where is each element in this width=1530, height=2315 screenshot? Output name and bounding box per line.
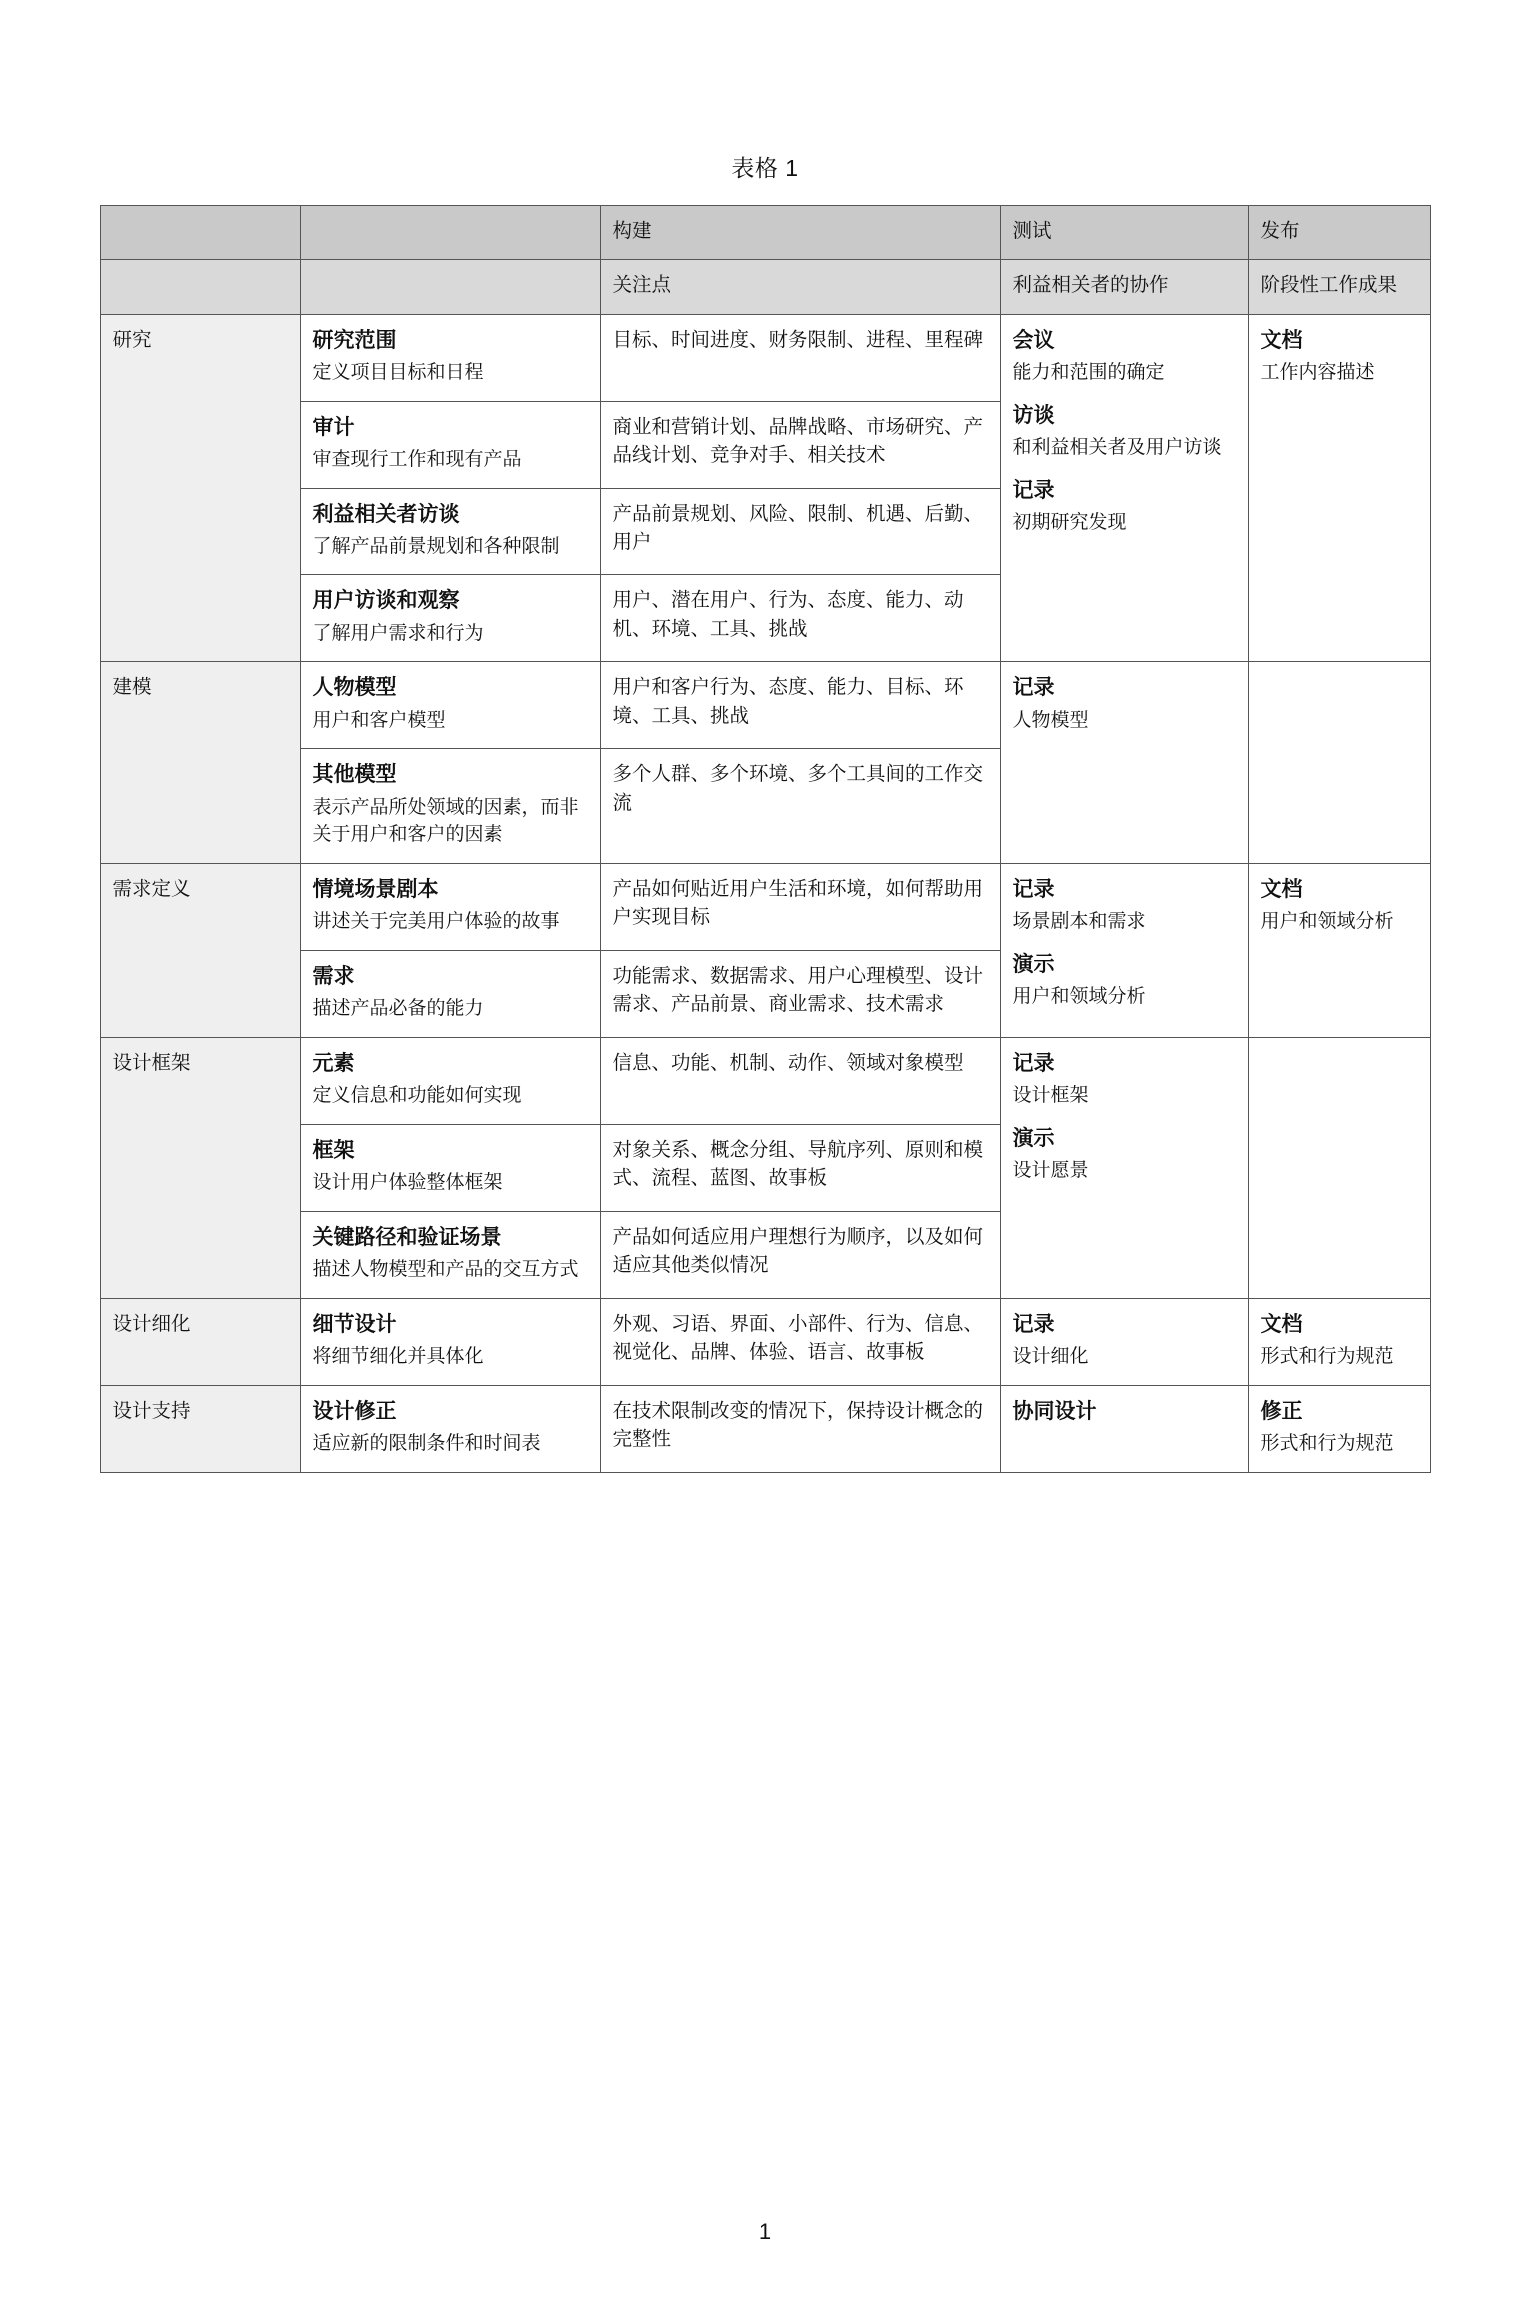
collaboration-title: 记录 (1012, 877, 1055, 901)
collaboration-group (1013, 1124, 1236, 1185)
collaboration-title: 记录 (1012, 1312, 1055, 1336)
focus-cell: 产品前景规划、风险、限制、机遇、后勤、用户 (600, 488, 1000, 575)
table-header-row (100, 206, 1430, 260)
page-title: 表格 1 (731, 155, 799, 181)
collaboration-group (1013, 673, 1236, 734)
activity-desc: 设计用户体验整体框架 (312, 1172, 503, 1194)
activity-cell (300, 1298, 600, 1385)
activity-name: 元素 (312, 1051, 355, 1075)
collaboration-desc: 设计愿景 (1012, 1160, 1089, 1182)
output-group (1261, 1310, 1418, 1371)
subheader-blank-1 (100, 260, 300, 314)
activity-name: 细节设计 (312, 1312, 397, 1336)
activity-name: 关键路径和验证场景 (312, 1225, 502, 1249)
output-desc: 形式和行为规范 (1260, 1433, 1394, 1455)
output-group (1261, 875, 1418, 936)
phase-cell: 设计细化 (100, 1298, 300, 1385)
collaboration-title: 演示 (1012, 1126, 1055, 1150)
activity-name: 用户访谈和观察 (312, 589, 460, 613)
activity-desc: 讲述关于完美用户体验的故事 (312, 911, 560, 933)
activity-cell (300, 314, 600, 401)
activity-cell (300, 950, 600, 1037)
activity-desc: 描述产品必备的能力 (312, 998, 484, 1020)
collaboration-group (1013, 1049, 1236, 1110)
activity-desc: 了解产品前景规划和各种限制 (312, 535, 560, 557)
collaboration-title: 协同设计 (1012, 1399, 1097, 1423)
activity-name: 框架 (312, 1138, 355, 1162)
activity-cell (300, 863, 600, 950)
activity-desc: 表示产品所处领域的因素，而非关于用户和客户的因素 (312, 796, 579, 846)
activity-cell (300, 575, 600, 662)
table-row (100, 1298, 1430, 1385)
collaboration-desc: 用户和领域分析 (1012, 986, 1146, 1008)
focus-cell: 用户、潜在用户、行为、态度、能力、动机、环境、工具、挑战 (600, 575, 1000, 662)
activity-desc: 定义信息和功能如何实现 (312, 1085, 522, 1107)
phase-cell: 建模 (100, 662, 300, 864)
table-row (100, 1037, 1430, 1124)
phase-cell: 设计支持 (100, 1385, 300, 1472)
collaboration-cell (1000, 1385, 1248, 1472)
collaboration-desc: 场景剧本和需求 (1012, 911, 1146, 933)
activity-cell (300, 1211, 600, 1298)
activity-desc: 适应新的限制条件和时间表 (312, 1433, 541, 1455)
collaboration-title: 记录 (1012, 676, 1055, 700)
focus-cell: 多个人群、多个环境、多个工具间的工作交流 (600, 749, 1000, 864)
activity-cell (300, 488, 600, 575)
collaboration-group (1013, 326, 1236, 387)
phase-cell: 设计框架 (100, 1037, 300, 1298)
output-title: 文档 (1260, 1312, 1303, 1336)
header-release: 发布 (1248, 206, 1430, 260)
table-row (100, 1385, 1430, 1472)
subheader-blank-2 (300, 260, 600, 314)
subheader-collaboration: 利益相关者的协作 (1000, 260, 1248, 314)
activity-name: 其他模型 (312, 763, 397, 787)
collaboration-group (1013, 401, 1236, 462)
output-cell (1248, 1298, 1430, 1385)
focus-cell: 目标、时间进度、财务限制、进程、里程碑 (600, 314, 1000, 401)
table-row (100, 314, 1430, 401)
output-cell (1248, 1037, 1430, 1298)
activity-desc: 将细节细化并具体化 (312, 1346, 484, 1368)
output-title: 文档 (1260, 328, 1303, 352)
collaboration-group (1013, 476, 1236, 537)
activity-name: 利益相关者访谈 (312, 502, 460, 526)
focus-cell: 用户和客户行为、态度、能力、目标、环境、工具、挑战 (600, 662, 1000, 749)
collaboration-title: 演示 (1012, 952, 1055, 976)
output-desc: 形式和行为规范 (1260, 1346, 1394, 1368)
collaboration-cell (1000, 1298, 1248, 1385)
output-title: 文档 (1260, 877, 1303, 901)
output-cell (1248, 314, 1430, 662)
collaboration-title: 会议 (1012, 328, 1055, 352)
activity-name: 情境场景剧本 (312, 877, 439, 901)
activity-name: 审计 (312, 415, 355, 439)
subheader-focus: 关注点 (600, 260, 1000, 314)
collaboration-desc: 能力和范围的确定 (1012, 361, 1165, 383)
phase-cell: 需求定义 (100, 863, 300, 1037)
design-process-table (100, 205, 1431, 1473)
subheader-output: 阶段性工作成果 (1248, 260, 1430, 314)
header-test: 测试 (1000, 206, 1248, 260)
collaboration-title: 访谈 (1012, 403, 1055, 427)
output-cell (1248, 863, 1430, 1037)
collaboration-desc: 人物模型 (1012, 709, 1089, 731)
focus-cell: 信息、功能、机制、动作、领域对象模型 (600, 1037, 1000, 1124)
activity-desc: 用户和客户模型 (312, 709, 446, 731)
focus-cell: 商业和营销计划、品牌战略、市场研究、产品线计划、竞争对手、相关技术 (600, 401, 1000, 488)
output-cell (1248, 662, 1430, 864)
collaboration-group (1013, 950, 1236, 1011)
collaboration-cell (1000, 314, 1248, 662)
collaboration-desc: 初期研究发现 (1012, 511, 1127, 533)
page-number: 1 (758, 2219, 772, 2244)
activity-name: 设计修正 (312, 1399, 397, 1423)
phase-cell: 研究 (100, 314, 300, 662)
focus-cell: 产品如何贴近用户生活和环境，如何帮助用户实现目标 (600, 863, 1000, 950)
collaboration-desc: 设计细化 (1012, 1346, 1089, 1368)
activity-cell (300, 662, 600, 749)
collaboration-cell (1000, 662, 1248, 864)
header-build: 构建 (600, 206, 1000, 260)
collaboration-title: 记录 (1012, 478, 1055, 502)
activity-desc: 描述人物模型和产品的交互方式 (312, 1259, 579, 1281)
collaboration-cell (1000, 863, 1248, 1037)
focus-cell: 外观、习语、界面、小部件、行为、信息、视觉化、品牌、体验、语言、故事板 (600, 1298, 1000, 1385)
focus-cell: 功能需求、数据需求、用户心理模型、设计需求、产品前景、商业需求、技术需求 (600, 950, 1000, 1037)
focus-cell: 在技术限制改变的情况下，保持设计概念的完整性 (600, 1385, 1000, 1472)
collaboration-desc: 设计框架 (1012, 1085, 1089, 1107)
collaboration-desc: 和利益相关者及用户访谈 (1012, 436, 1222, 458)
output-group (1261, 1397, 1418, 1458)
table-subheader-row (100, 260, 1430, 314)
table-row (100, 662, 1430, 749)
collaboration-group (1013, 1310, 1236, 1371)
collaboration-cell (1000, 1037, 1248, 1298)
table-row (100, 863, 1430, 950)
output-desc: 用户和领域分析 (1260, 911, 1394, 933)
output-title: 修正 (1260, 1399, 1303, 1423)
header-blank-2 (300, 206, 600, 260)
output-cell (1248, 1385, 1430, 1472)
activity-cell (300, 1385, 600, 1472)
activity-name: 需求 (312, 964, 355, 988)
activity-cell (300, 1124, 600, 1211)
focus-cell: 产品如何适应用户理想行为顺序，以及如何适应其他类似情况 (600, 1211, 1000, 1298)
focus-cell: 对象关系、概念分组、导航序列、原则和模式、流程、蓝图、故事板 (600, 1124, 1000, 1211)
activity-name: 研究范围 (312, 328, 397, 352)
output-desc: 工作内容描述 (1260, 361, 1375, 383)
collaboration-group (1013, 875, 1236, 936)
activity-name: 人物模型 (312, 676, 397, 700)
activity-cell (300, 1037, 600, 1124)
activity-desc: 了解用户需求和行为 (312, 622, 484, 644)
activity-desc: 审查现行工作和现有产品 (312, 448, 522, 470)
activity-desc: 定义项目目标和日程 (312, 361, 484, 383)
activity-cell (300, 749, 600, 864)
collaboration-group (1013, 1397, 1236, 1427)
activity-cell (300, 401, 600, 488)
header-blank-1 (100, 206, 300, 260)
output-group (1261, 326, 1418, 387)
document-page (0, 150, 1530, 2315)
collaboration-title: 记录 (1012, 1051, 1055, 1075)
